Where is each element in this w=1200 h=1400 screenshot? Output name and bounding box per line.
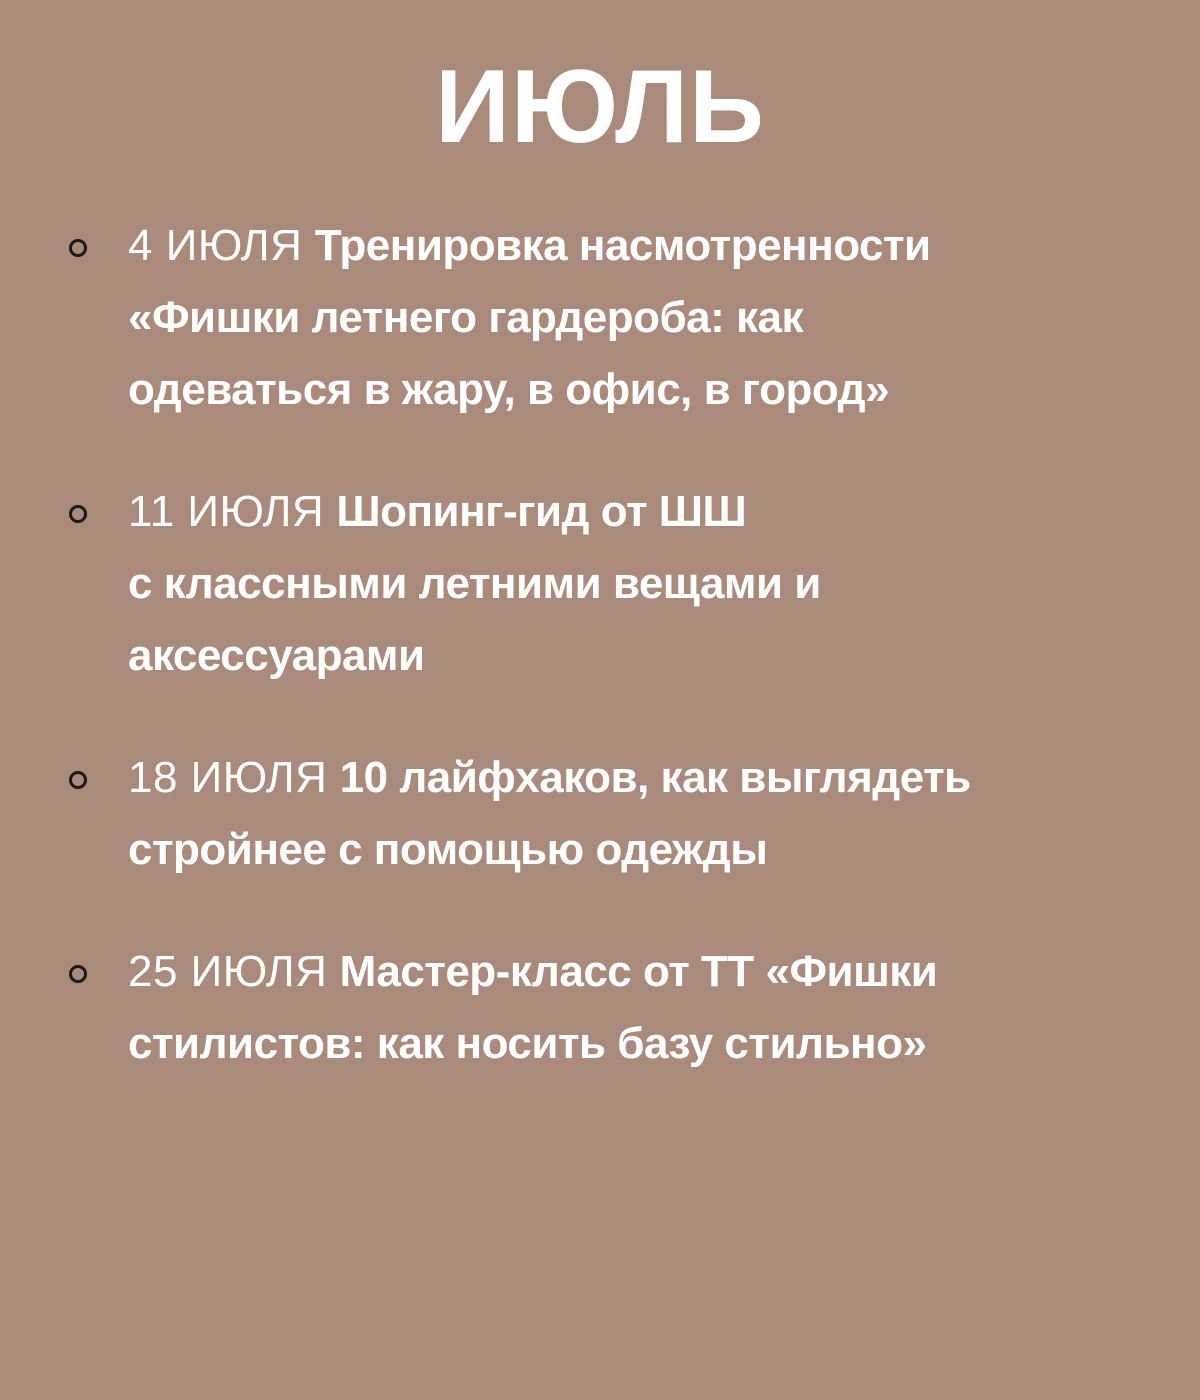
event-topic: стройнее с помощью одежды — [128, 825, 768, 874]
circle-bullet-icon — [69, 965, 87, 983]
event-line — [128, 936, 1140, 1008]
event-line — [128, 742, 1140, 814]
circle-bullet-icon — [69, 505, 87, 523]
event-date: 11 ИЮЛЯ — [128, 487, 325, 536]
event-topic: Шопинг-гид от ШШ — [336, 487, 747, 536]
event-topic: с классными летними вещами и — [128, 559, 821, 608]
event-line — [128, 210, 1140, 282]
event-topic: Тренировка насмотренности — [314, 221, 931, 270]
event-date: 18 ИЮЛЯ — [128, 753, 328, 802]
list-item — [0, 742, 1200, 886]
page-title: ИЮЛЬ — [435, 49, 765, 165]
event-date: 4 ИЮЛЯ — [128, 221, 303, 270]
event-line — [128, 476, 1140, 548]
list-item — [0, 476, 1200, 692]
list-item — [0, 210, 1200, 426]
list-item — [0, 936, 1200, 1080]
circle-bullet-icon — [69, 239, 87, 257]
event-topic: 10 лайфхаков, как выглядеть — [339, 753, 971, 802]
event-topic: «Фишки летнего гардероба: как — [128, 293, 804, 342]
circle-bullet-icon — [69, 771, 87, 789]
events-list — [0, 210, 1200, 1130]
event-topic: стилистов: как носить базу стильно» — [128, 1019, 927, 1068]
event-topic: одеваться в жару, в офис, в город» — [128, 365, 890, 414]
event-date: 25 ИЮЛЯ — [128, 947, 328, 996]
event-topic: Мастер-класс от ТТ «Фишки — [339, 947, 938, 996]
event-topic: аксессуарами — [128, 631, 425, 680]
